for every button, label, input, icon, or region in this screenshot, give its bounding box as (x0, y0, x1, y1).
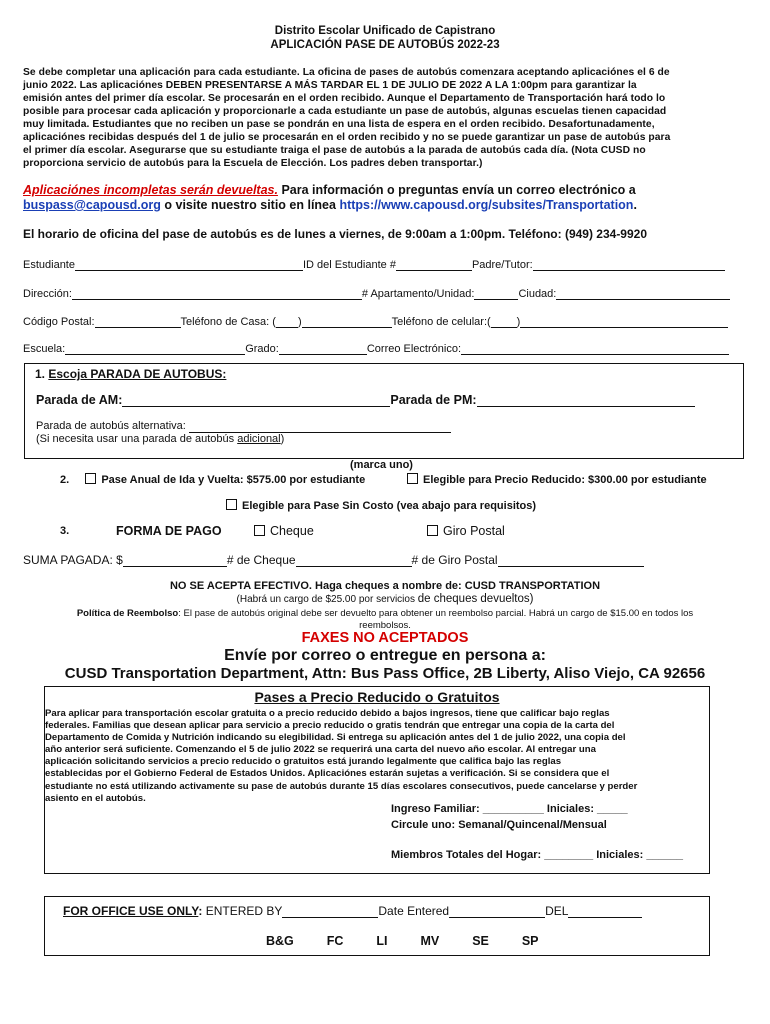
entered-by-field[interactable] (282, 905, 378, 918)
bus-stop-section: 1. Escoja PARADA DE AUTOBUS: Parada de AM: Parada de PM: Parada de autobús alternativa: (Si necesita usar una parada de autobús adicional) (24, 363, 744, 459)
money-order-field[interactable] (498, 554, 644, 567)
del-field[interactable] (568, 905, 642, 918)
code-fc: FC (326, 934, 344, 948)
form-title: APLICACIÓN PASE DE AUTOBÚS 2022-23 (270, 39, 500, 51)
no-cash-note: NO SE ACEPTA EFECTIVO. Haga cheques a nombre de: CUSD TRANSPORTATION (169, 580, 601, 592)
mail-address: CUSD Transportation Department, Attn: Bus Pass Office, 2B Liberty, Aliso Viejo, CA 92656 (64, 665, 706, 682)
cheque-checkbox[interactable] (254, 525, 265, 536)
email-field[interactable] (461, 342, 729, 355)
cell-phone-area-field[interactable] (491, 315, 517, 328)
mail-instructions: Envíe por correo o entregue en persona a: (224, 647, 546, 664)
reduced-price-heading: Pases a Precio Reducido o Gratuitos (254, 689, 500, 705)
code-sp: SP (521, 934, 539, 948)
bus-stop-heading: Escoja PARADA DE AUTOBUS: (48, 367, 227, 381)
pay-period-selector[interactable]: Circule uno: Semanal/Quincenal/Mensual (391, 819, 607, 831)
website-link[interactable]: https://www.capousd.org/subsites/Transportation (339, 198, 634, 212)
date-entered-field[interactable] (449, 905, 545, 918)
apartment-field[interactable] (474, 287, 518, 300)
family-income-field[interactable]: Ingreso Familiar: __________ Iniciales: _____ (391, 803, 628, 815)
anual-option: Pase Anual de Ida y Vuelta: $575.00 por estudiante (101, 474, 366, 486)
payment-row: SUMA PAGADA: $ # de Cheque # de Giro Postal (23, 553, 644, 567)
no-fax-notice: FAXES NO ACEPTADOS (301, 630, 469, 646)
reduced-price-text: Para aplicar para transportación escolar gratuita o a precio reducido debido a bajos ingresos, tiene que calificar bajo reglas federales. Familias que desean aplicar para servicio a precio reducido o gratis tendrán que entregar una copia de la carta del Departamento de Comida y Nutrición indicando su elegibilidad. Si entrega su aplicación antes del 1 de julio 2022, una copia del año anterior será suficiente. Comenzando el 5 de julio 2022 se requerirá una carta del nuevo año escolar. Al entregar una aplicación solicitando servicios a precio reducido o gratuitos está jurando legalmente que califica bajo las reglas establecidas por el Gobierno Federal de Estados Unidos. Aplicaciónes estarán sujetas a verificación. Si se considera que el estudiante no está utilizando activamente su pase de autobús durante 15 días escolares consecutivos, puede cancelarse y perder asiento en el autobús. (45, 708, 638, 804)
giro-checkbox[interactable] (427, 525, 438, 536)
school-field[interactable] (65, 342, 245, 355)
home-phone-field[interactable] (302, 315, 392, 328)
student-row: Estudiante ID del Estudiante # Padre/Tutor: (23, 258, 725, 271)
office-use-section: FOR OFFICE USE ONLY: ENTERED BY Date Entered DEL B&G FC LI MV SE SP (44, 896, 710, 956)
refund-policy: Política de Reembolso: El pase de autobús original debe ser devuelto para obtener un reembolso parcial. Habrá un cargo de $15.00 en todos los reembolsos. (76, 608, 694, 631)
code-se: SE (472, 934, 489, 948)
student-id-field[interactable] (396, 258, 472, 271)
address-row: Dirección: # Apartamento/Unidad: Ciudad: (23, 287, 730, 300)
cheque-number-field[interactable] (296, 554, 412, 567)
alt-stop-note: (Si necesita usar una parada de autobús adicional) (36, 433, 285, 445)
section3-number: 3. (60, 525, 70, 537)
payment-form-label: FORMA DE PAGO (116, 524, 222, 538)
parent-field[interactable] (533, 258, 725, 271)
pm-stop-field[interactable] (477, 394, 695, 407)
incomplete-warning: Aplicaciónes incompletas serán devueltas. (23, 183, 278, 197)
code-bg: B&G (266, 934, 294, 948)
cell-phone-field[interactable] (520, 315, 728, 328)
district-name: Distrito Escolar Unificado de Capistrano (274, 25, 496, 37)
code-li: LI (376, 934, 388, 948)
marca-uno: (marca uno) (350, 459, 413, 471)
intro-paragraph: Se debe completar una aplicación para cada estudiante. La oficina de pases de autobús comenzara aceptando aplicaciónes el 6 de junio 2022. Las aplicaciónes DEBEN PRESENTARSE A MÁS TARDAR EL 1 DE JULIO DE 2022 A LA 1:00pm para garantizar la emisión antes del primer día escolar. Se procesarán en el orden recibido. Aunque el Departamento de Transportación hará todo lo posible para procesar cada aplicación y proporcionarle a cada estudiante un pase de autobús, algunas escuelas tienen capacidad muy limitada. Estudiantes que no reciben un pase se pondrán en una lista de espera en el orden recibido. Desafortunadamente, aplicaciónes recibidas después del 1 de julio se procesarán en el orden recibido y no se puede garantizar un pase de autobús para el primer día escolar. Asegurarse que su estudiante traiga el pase de autobús a la parada de autobús cada día. (Nota CUSD no proporciona servicio de autobús para la Escuela de Elección. Los padres deben transportar.) (23, 67, 671, 169)
anual-checkbox[interactable] (85, 473, 96, 484)
amount-field[interactable] (123, 554, 227, 567)
reducido-option: Elegible para Precio Reducido: $300.00 por estudiante (423, 474, 707, 486)
student-name-field[interactable] (75, 258, 303, 271)
household-members-field[interactable]: Miembros Totales del Hogar: ________ Iniciales: ______ (391, 849, 684, 861)
home-phone-area-field[interactable] (276, 315, 298, 328)
sin-costo-option: Elegible para Pase Sin Costo (vea abajo para requisitos) (242, 500, 537, 512)
phone-row: Código Postal: Teléfono de Casa: ( ) Teléfono de celular:( ) (23, 315, 728, 328)
postal-code-field[interactable] (95, 315, 181, 328)
school-row: Escuela: Grado: Correo Electrónico: (23, 342, 729, 355)
address-field[interactable] (72, 287, 362, 300)
giro-option: Giro Postal (443, 524, 505, 538)
code-mv: MV (420, 934, 440, 948)
city-field[interactable] (556, 287, 730, 300)
sin-costo-checkbox[interactable] (226, 499, 237, 510)
returned-check-note: (Habrá un cargo de $25.00 por servicios de cheques devueltos) (236, 593, 534, 605)
alt-stop-field[interactable] (189, 420, 451, 433)
cheque-option: Cheque (270, 524, 314, 538)
reducido-checkbox[interactable] (407, 473, 418, 484)
incomplete-notice: Aplicaciónes incompletas serán devueltas. Para información o preguntas envía un correo electrónico a buspass@capousd.org o visite nuestro sitio en línea https://www.capousd.org/subsites/Transportation. (23, 183, 637, 212)
office-use-label: FOR OFFICE USE ONLY (63, 904, 199, 918)
grade-field[interactable] (279, 342, 367, 355)
email-link[interactable]: buspass@capousd.org (23, 198, 161, 212)
am-stop-field[interactable] (122, 394, 390, 407)
office-hours: El horario de oficina del pase de autobús es de lunes a viernes, de 9:00am a 1:00pm. Teléfono: (949) 234-9920 (23, 227, 648, 241)
reduced-price-section (44, 686, 710, 874)
